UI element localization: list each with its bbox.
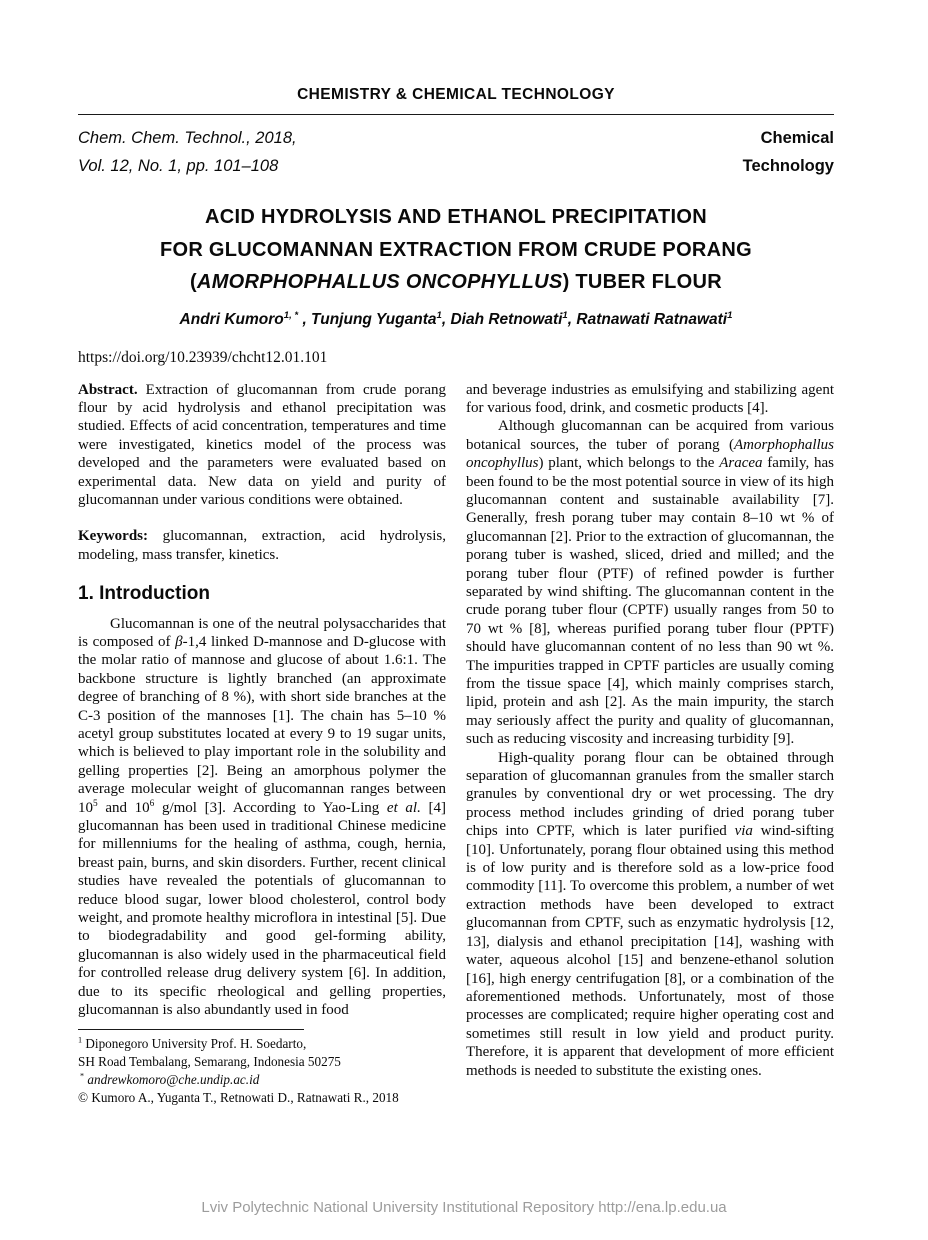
journal-citation-line2: Vol. 12, No. 1, pp. 101–108 xyxy=(78,157,279,175)
body-paragraph-methods: High-quality porang flour can be obtained through separation of glucomannan granules from the smaller starch granules by conventional dry or wet processing. The dry process method includes grinding of dried porang tuber chips into CPTF, which is later purified via wind-sifting [10]. Unfortunately, porang flour obtained using this method is of low purity and is therefore sold as a low-price food commodity [11]. To overcome this problem, a number of wet extraction methods have been developed to extract glucomannan from CPTF, such as enzymatic hydrolysis [12, 13], dialysis and ethanol precipitation [14], washing with water, aqueous alcohol [15] and benzene-ethanol solution [16], high energy centrifugation [8], or a combination of the aforementioned methods. Unfortunately, most of those processes are complicated; require higher operating cost and sometimes still result in low yield and product purity. Therefore, it is apparent that development of more efficient methods is needed to substitute the existing ones. xyxy=(466,749,834,1079)
paper-title xyxy=(78,201,834,299)
footnote-block xyxy=(78,1029,446,1108)
paper-title-line3: (AMORPHOPHALLUS ONCOPHYLLUS) TUBER FLOUR xyxy=(190,271,722,293)
keywords-paragraph: Keywords: glucomannan, extraction, acid hydrolysis, modeling, mass transfer, kinetics. xyxy=(78,528,446,563)
section-heading-introduction: 1. Introduction xyxy=(78,583,210,605)
footnote-copyright: © Kumoro A., Yuganta T., Retnowati D., Ratnawati R., 2018 xyxy=(78,1090,399,1106)
footnote-affiliation: $^1$ Diponegoro University Prof. H. Soedarto, xyxy=(78,1035,307,1051)
doi-text: https://doi.org/10.23939/chcht12.01.101 xyxy=(78,348,328,366)
journal-citation-line1: Chem. Chem. Technol., 2018, xyxy=(78,129,297,147)
journal-brand-line1: Chemical xyxy=(760,129,834,147)
journal-brand xyxy=(743,124,834,180)
right-column xyxy=(466,381,834,1108)
body-paragraph-continuation: and beverage industries as emulsifying and stabilizing agent for various food, drink, and cosmetic products [4]. xyxy=(466,381,834,416)
journal-brand-line2: Technology xyxy=(742,157,834,175)
journal-citation xyxy=(78,124,297,180)
repository-footer: Lviv Polytechnic National University Institutional Repository http://ena.lp.edu.ua xyxy=(201,1199,727,1216)
authors-line: Andri Kumoro$^{1, *}$ , Tunjung Yuganta$^1$, Diah Retnowati$^1$, Ratnawati Ratnawati$^1$ xyxy=(179,309,733,328)
footnote-address: SH Road Tembalang, Semarang, Indonesia 50275 xyxy=(78,1053,341,1069)
paper-title-line2: FOR GLUCOMANNAN EXTRACTION FROM CRUDE PORANG xyxy=(159,238,753,261)
footnote-email: * andrewkomoro@che.undip.ac.id xyxy=(80,1071,260,1087)
footnote-divider xyxy=(78,1029,304,1030)
body-paragraph-sources: Although glucomannan can be acquired from various botanical sources, the tuber of porang (Amorphophallus oncophyllus) plant, which belongs to the Aracea family, has been found to be the most potential source in view of its high glucomannan content and sustainable availability [7]. Generally, fresh porang tuber may contain 8–10 wt % of glucomannan [2]. Prior to the extraction of glucomannan, the porang tuber is washed, sliced, dried and milled; and the porang tuber flour (PTF) of refined powder is further separated by wind shifting. The glucomannan content in the crude porang tuber flour (CPTF) usually ranges from 50 to 70 wt % [8], whereas purified porang tuber flour (PPTF) should have glucomannan content of no less than 90 wt %. The impurities trapped in CPTF particles are usually coming from the tissue space [4], which mainly comprises starch, lipid, protein and ash [2]. As the main impurity, the starch may seriously affect the purity and quality of glucomannan, such as reducing viscosity and increasing turbidity [9]. xyxy=(466,418,834,748)
journal-banner: CHEMISTRY & CHEMICAL TECHNOLOGY xyxy=(297,86,615,103)
abstract-paragraph: Abstract. Extraction of glucomannan from crude porang flour by acid hydrolysis and ethanol precipitation was studied. Effects of acid concentration, temperatures and time were investigated, kinetics model of the process was developed and the parameters were evaluated based on experimental data. New data on yield and purity of glucomannan under various conditions were obtained. xyxy=(78,381,446,508)
left-column xyxy=(78,381,446,1108)
paper-title-line1: ACID HYDROLYSIS AND ETHANOL PRECIPITATION xyxy=(205,206,707,228)
introduction-paragraph: Glucomannan is one of the neutral polysaccharides that is composed of β-1,4 linked D-mannose and D-glucose with the molar ratio of mannose and glucose of about 1.6:1. The backbone structure is lightly branched (an approximate degree of branching of 8 %), with short side branches at the C-3 position of the mannoses [1]. The chain has 5–10 % acetyl group substitutes located at every 9 to 19 sugar units, which is believed to play important role in the solubility and gelling properties [2]. Being an amorphous polymer the average molecular weight of glucomannan ranges between $10^5$ and $10^6$ g/mol [3]. According to Yao-Ling et al. [4] glucomannan has been used in traditional Chinese medicine for millenniums for the healing of asthma, cough, hernia, breast pain, burns, and skin disorders. Further, recent clinical studies have revealed the potentials of glucomannan to reduce blood sugar, lower blood cholesterol, control body weight, and promote healthy microflora in intestinal [5]. Due to biodegradability and good gel-forming ability, glucomannan is also widely used in the pharmaceutical field for controlled release drug delivery system [6]. In addition, due to its specific rheological and gelling properties, glucomannan is also abundantly used in food xyxy=(78,615,447,1019)
masthead xyxy=(78,124,834,180)
header-divider xyxy=(78,114,834,115)
two-column-body xyxy=(78,381,834,1108)
